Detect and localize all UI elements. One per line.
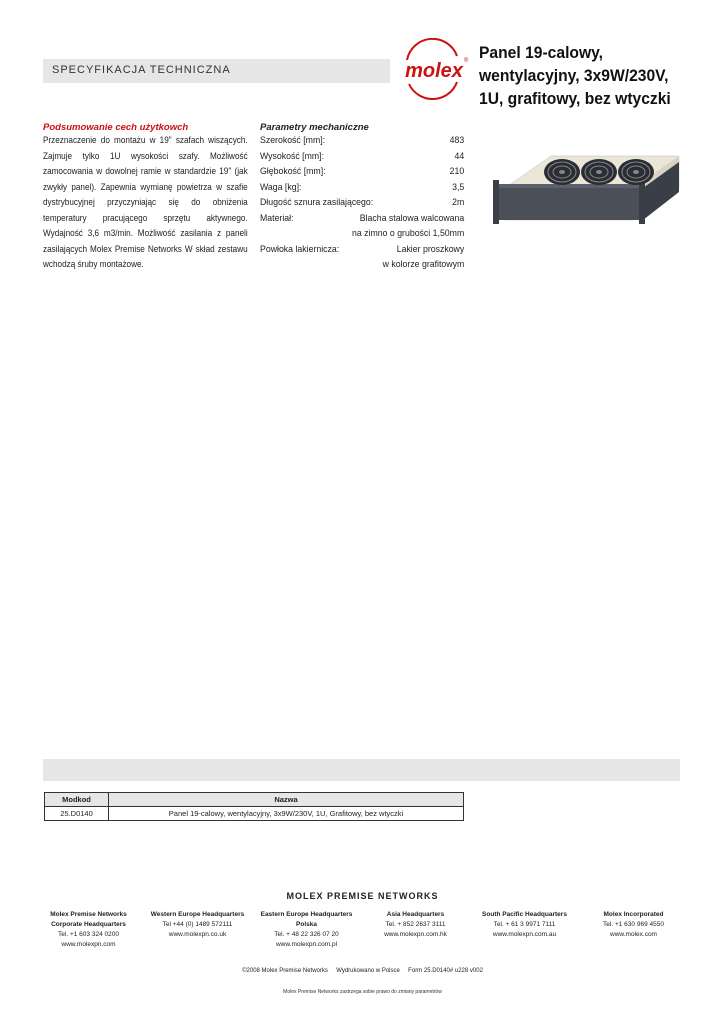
office-item	[581, 910, 686, 950]
mechanical-row	[260, 226, 464, 242]
fan-icon	[544, 159, 580, 185]
table-header-row	[45, 793, 464, 807]
office-name: Molex Incorporated	[603, 911, 664, 918]
office-tel: Tel. + 852 2637 3111	[385, 921, 446, 928]
mechanical-row	[260, 149, 464, 165]
office-web-link[interactable]: www.molexpn.com.au	[492, 931, 557, 938]
order-table	[44, 792, 464, 821]
table-row	[45, 807, 464, 821]
column-header: Nazwa	[109, 793, 464, 807]
office-web-link[interactable]: www.molexpn.com.hk	[384, 931, 447, 938]
office-name: Eastern Europe Headquarters Polska	[260, 911, 353, 928]
company-name: MOLEX PREMISE NETWORKS	[286, 891, 439, 901]
office-tel: Tel +44 (0) 1489 572111	[162, 921, 233, 928]
mechanical-label: Głębokość [mm]:	[260, 166, 326, 177]
title-line-1: Panel 19-calowy,	[479, 43, 604, 62]
product-image	[493, 148, 683, 240]
mechanical-heading: Parametry mechaniczne	[260, 122, 369, 133]
office-name: Molex Premise Networks Corporate Headquarters	[50, 911, 127, 928]
office-item	[363, 910, 468, 950]
mechanical-value: Lakier proszkowy	[396, 243, 465, 255]
mechanical-row	[260, 195, 464, 211]
disclaimer-note: Molex Premise Networks zastrzega sobie prawo do zmiany parametrów	[283, 989, 442, 995]
mechanical-value: Blacha stalowa walcowana	[359, 212, 465, 224]
office-web-link[interactable]: www.molex.com	[610, 931, 657, 938]
summary-section	[43, 122, 248, 273]
offices-list	[36, 910, 686, 950]
office-item	[145, 910, 250, 950]
office-web-link[interactable]: www.molexpn.com	[61, 941, 116, 948]
mechanical-row	[260, 164, 464, 180]
mechanical-label: Materiał:	[260, 212, 294, 224]
section-label-bar	[43, 59, 390, 83]
page-title	[479, 41, 681, 110]
copyright: ©2008 Molex Premise Networks Wydrukowano w Polsce Form 25.D0140# u228 v002	[242, 968, 483, 974]
mechanical-row	[260, 133, 464, 149]
table-cell-code: 25.D0140	[45, 807, 109, 821]
office-name: Western Europe Headquarters	[150, 911, 245, 918]
office-name: Asia Headquarters	[386, 911, 445, 918]
mechanical-row	[260, 180, 464, 196]
office-web-link[interactable]: www.molexpn.com.pl	[275, 941, 338, 948]
office-tel: Tel. + 48 22 326 07 20	[274, 931, 339, 938]
mechanical-section	[260, 122, 464, 273]
summary-heading: Podsumowanie cech użytkowch	[43, 122, 189, 133]
office-item	[36, 910, 141, 950]
section-label: SPECYFIKACJA TECHNICZNA	[52, 64, 231, 76]
fan-icon	[618, 159, 654, 185]
mechanical-value: 3,5	[452, 181, 465, 193]
svg-text:molex: molex	[405, 60, 463, 82]
mechanical-value: na zimno o grubości 1,50mm	[352, 228, 465, 239]
office-web-link[interactable]: www.molexpn.co.uk	[168, 931, 227, 938]
office-item	[254, 910, 359, 950]
mechanical-row	[260, 211, 464, 227]
table-cell-name: Panel 19-calowy, wentylacyjny, 3x9W/230V, 1U, Grafitowy, bez wtyczki	[109, 807, 464, 821]
mechanical-label: Waga [kg]:	[260, 181, 302, 193]
mechanical-value: w kolorze grafitowym	[382, 259, 465, 270]
mechanical-label: Wysokość [mm]:	[260, 150, 325, 162]
mechanical-label: Szerokość [mm]:	[260, 135, 326, 146]
divider-band	[43, 759, 680, 781]
mechanical-value: 483	[449, 135, 465, 146]
mechanical-row	[260, 242, 464, 258]
fan-icon	[581, 159, 617, 185]
molex-logo	[393, 38, 475, 100]
mechanical-value: 44	[454, 150, 465, 162]
svg-text:®: ®	[464, 58, 469, 64]
mechanical-label: Powłoka lakiernicza:	[260, 243, 340, 255]
column-header: Modkod	[45, 793, 109, 807]
title-line-2: wentylacyjny, 3x9W/230V,	[479, 66, 669, 85]
mechanical-label: Długość sznura zasilającego:	[260, 197, 374, 208]
summary-text: Przeznaczenie do montażu w 19" szafach wiszących. Zajmuje tylko 1U wysokości szafy. Możliwość zamocowania w dowolnej ramie w standardzie 19" (jak zwykły panel). Zapewnia wymianę powietrza w szafie dystrybucyjnej przyczyniając się do obniżenia temperatury pracującego sprzętu aktywnego. Wydajność 3,6 m3/min. Możliwość zasilania z paneli zasilających Molex Premise Networks W skład zestawu wchodzą śruby montażowe.	[43, 135, 248, 270]
office-item	[472, 910, 577, 950]
mechanical-value: 2m	[452, 197, 465, 208]
mechanical-table	[260, 133, 464, 273]
office-tel: Tel. +1 630 969 4550	[603, 921, 664, 928]
title-line-3: 1U, grafitowy, bez wtyczki	[479, 89, 671, 108]
mechanical-value: 210	[449, 166, 465, 177]
office-tel: Tel. +1 603 324 0200	[58, 931, 119, 938]
office-name: South Pacific Headquarters	[482, 911, 567, 918]
office-tel: Tel. + 61 3 9971 7111	[493, 921, 556, 928]
mechanical-row	[260, 257, 464, 273]
